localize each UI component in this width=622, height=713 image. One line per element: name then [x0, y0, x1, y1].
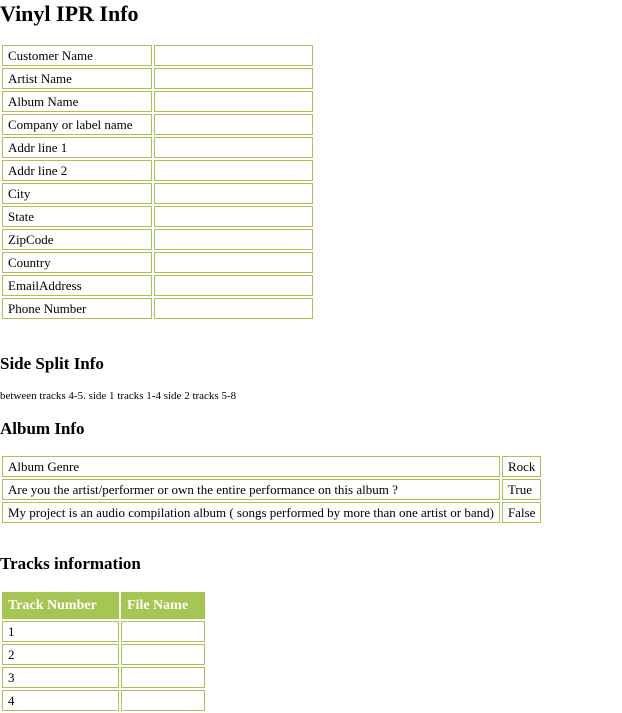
album-answer: True [502, 479, 541, 500]
track-number: 3 [2, 667, 119, 688]
track-file-name [121, 690, 205, 711]
table-row [2, 644, 205, 665]
album-answer: False [502, 502, 541, 523]
field-label: Customer Name [2, 45, 152, 66]
field-label: EmailAddress [2, 275, 152, 296]
table-row [2, 137, 313, 158]
field-label: Addr line 1 [2, 137, 152, 158]
track-number: 1 [2, 621, 119, 642]
field-value [154, 229, 313, 250]
table-row [2, 229, 313, 250]
field-label: ZipCode [2, 229, 152, 250]
track-file-name [121, 644, 205, 665]
table-row [2, 183, 313, 204]
track-file-name [121, 667, 205, 688]
album-answer: Rock [502, 456, 541, 477]
table-row [2, 690, 205, 711]
tracks-heading: Tracks information [0, 554, 141, 573]
field-label: State [2, 206, 152, 227]
track-file-name [121, 621, 205, 642]
field-label: Artist Name [2, 68, 152, 89]
album-info-heading: Album Info [0, 419, 85, 438]
tracks-table [0, 590, 207, 713]
table-row [2, 502, 541, 523]
column-header-track-number: Track Number [2, 592, 119, 619]
track-number: 4 [2, 690, 119, 711]
table-row [2, 479, 541, 500]
table-row [2, 298, 313, 319]
table-row [2, 667, 205, 688]
album-question: My project is an audio compilation album ( songs performed by more than one artist or band) [2, 502, 500, 523]
field-value [154, 160, 313, 181]
field-label: Country [2, 252, 152, 273]
field-value [154, 137, 313, 158]
field-label: Company or label name [2, 114, 152, 135]
album-question: Album Genre [2, 456, 500, 477]
field-label: Album Name [2, 91, 152, 112]
field-label: Addr line 2 [2, 160, 152, 181]
album-info-table [0, 454, 543, 525]
side-split-text: between tracks 4-5. side 1 tracks 1-4 side 2 tracks 5-8 [0, 390, 237, 402]
table-row [2, 45, 313, 66]
field-label: City [2, 183, 152, 204]
track-number: 2 [2, 644, 119, 665]
album-question: Are you the artist/performer or own the entire performance on this album ? [2, 479, 500, 500]
field-value [154, 298, 313, 319]
table-row [2, 206, 313, 227]
field-value [154, 91, 313, 112]
table-row [2, 252, 313, 273]
table-row [2, 68, 313, 89]
customer-info-table [0, 43, 315, 321]
page-title: Vinyl IPR Info [0, 1, 139, 26]
table-row [2, 160, 313, 181]
field-value [154, 68, 313, 89]
side-split-heading: Side Split Info [0, 354, 104, 373]
column-header-file-name: File Name [121, 592, 205, 619]
table-row [2, 456, 541, 477]
field-value [154, 45, 313, 66]
field-value [154, 114, 313, 135]
field-label: Phone Number [2, 298, 152, 319]
field-value [154, 275, 313, 296]
field-value [154, 183, 313, 204]
table-row [2, 275, 313, 296]
table-row [2, 91, 313, 112]
table-row [2, 621, 205, 642]
field-value [154, 206, 313, 227]
field-value [154, 252, 313, 273]
table-row [2, 114, 313, 135]
table-header-row [2, 592, 205, 619]
